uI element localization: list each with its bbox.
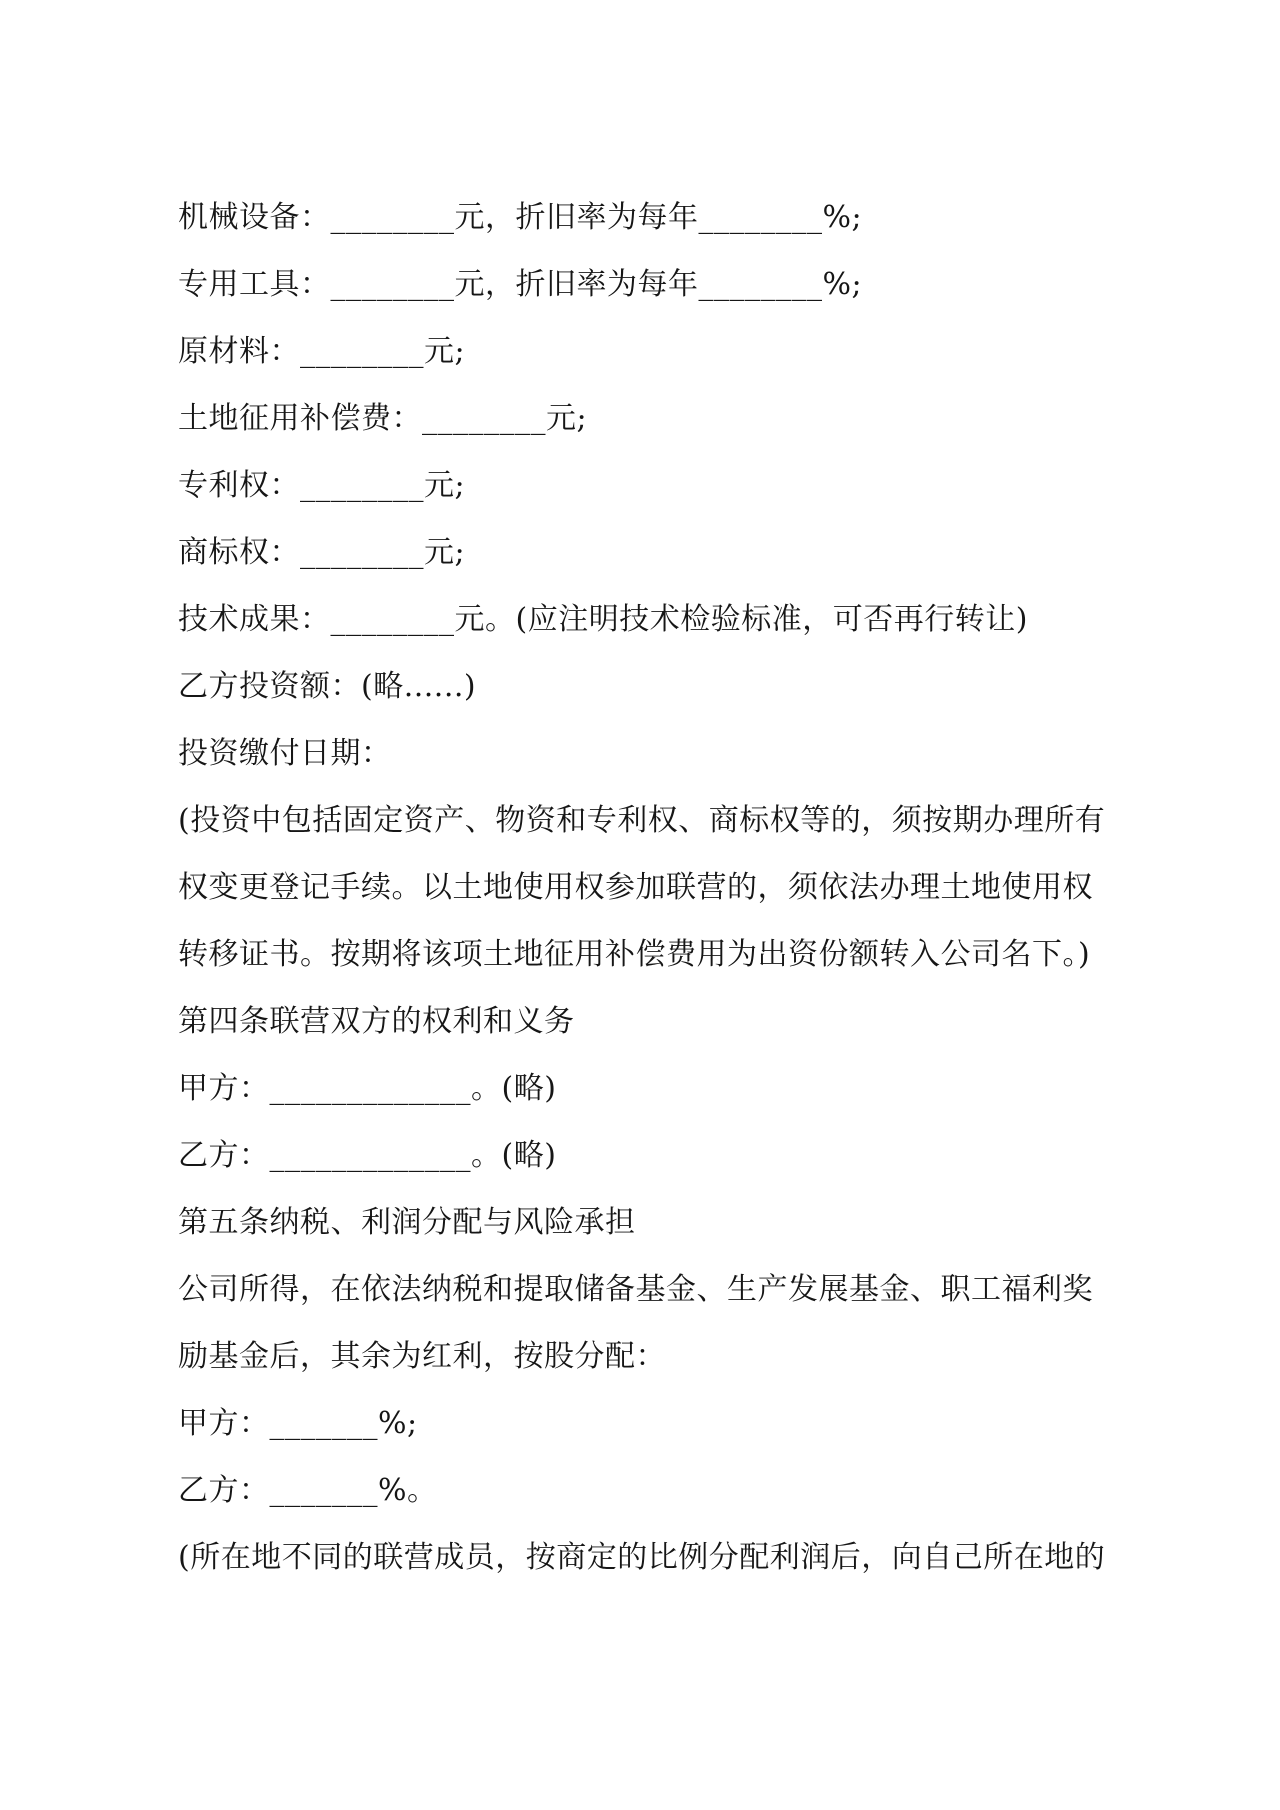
document-line-trademark-right: 商标权：________元; xyxy=(178,535,466,570)
document-line-article5-note: (所在地不同的联营成员，按商定的比例分配利润后，向自己所在地的 xyxy=(178,1540,1106,1575)
document-line-article5-partyb-percent: 乙方：_______%。 xyxy=(178,1473,438,1508)
document-line-note-paragraph-1: (投资中包括固定资产、物资和专利权、商标权等的，须按期办理所有 xyxy=(178,803,1106,838)
document-line-land-compensation: 土地征用补偿费：________元; xyxy=(178,401,588,436)
document-line-machinery-equipment: 机械设备：________元，折旧率为每年________%; xyxy=(178,200,863,235)
document-line-investment-payment-date: 投资缴付日期： xyxy=(178,736,392,771)
document-line-article5-body-1: 公司所得，在依法纳税和提取储备基金、生产发展基金、职工福利奖 xyxy=(178,1272,1093,1307)
document-line-note-paragraph-2: 权变更登记手续。以土地使用权参加联营的，须依法办理土地使用权 xyxy=(178,870,1093,905)
document-line-patent-right: 专利权：________元; xyxy=(178,468,466,503)
document-line-article5-partya-percent: 甲方：_______%; xyxy=(178,1406,418,1441)
document-line-article5-heading: 第五条纳税、利润分配与风险承担 xyxy=(178,1205,636,1240)
document-line-note-paragraph-3: 转移证书。按期将该项土地征用补偿费用为出资份额转入公司名下。) xyxy=(178,937,1091,972)
document-line-special-tools: 专用工具：________元，折旧率为每年________%; xyxy=(178,267,863,302)
document-line-partyb-investment: 乙方投资额：(略......) xyxy=(178,669,477,704)
document-line-article4-partyb: 乙方：_____________。(略) xyxy=(178,1138,557,1173)
document-line-technical-achievement: 技术成果：________元。(应注明技术检验标准，可否再行转让) xyxy=(178,602,1028,637)
document-line-article5-body-2: 励基金后，其余为红利，按股分配： xyxy=(178,1339,666,1374)
document-line-article4-partya: 甲方：_____________。(略) xyxy=(178,1071,557,1106)
document-line-raw-materials: 原材料：________元; xyxy=(178,334,466,369)
document-line-article4-heading: 第四条联营双方的权利和义务 xyxy=(178,1004,575,1039)
